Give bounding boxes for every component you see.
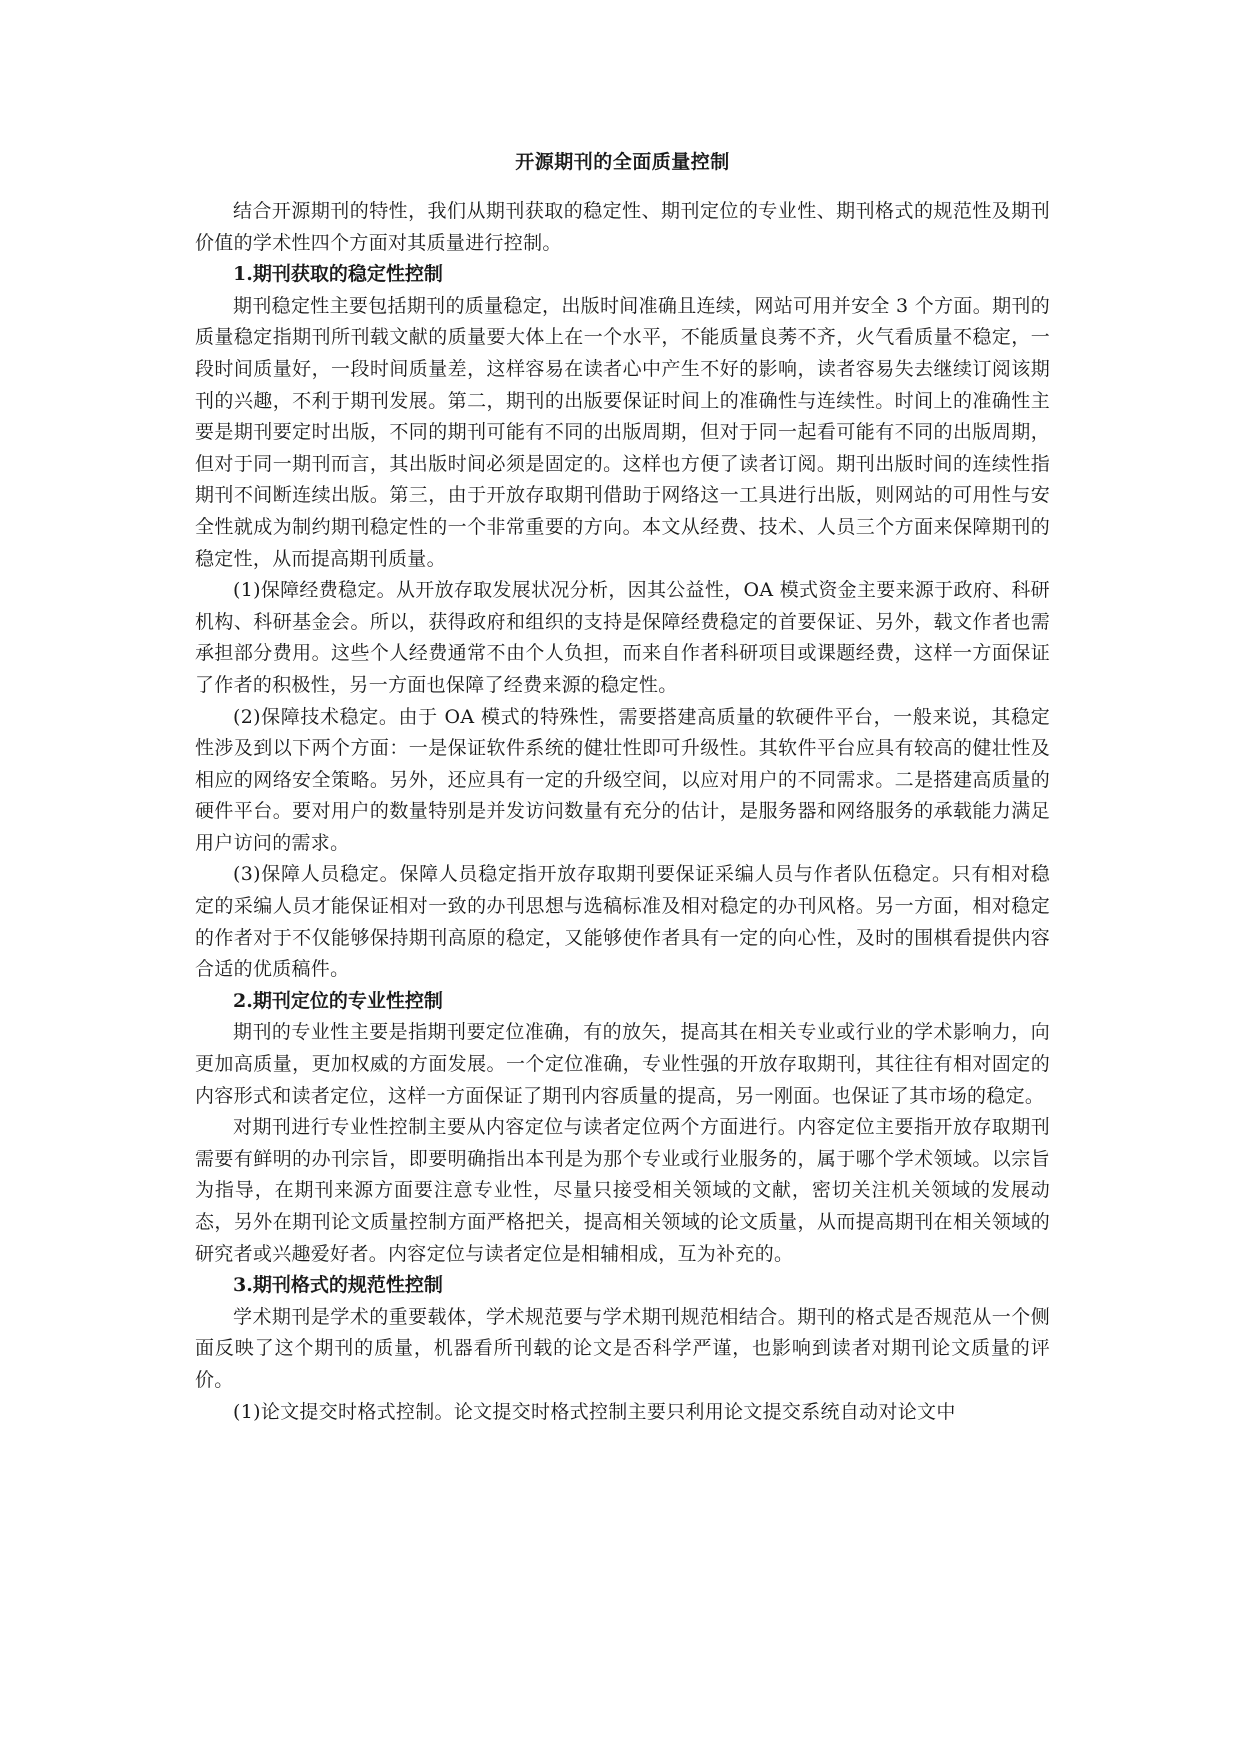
document-page <box>195 140 1050 1428</box>
intro-paragraph: 结合开源期刊的特性，我们从期刊获取的稳定性、期刊定位的专业性、期刊格式的规范性及期刊价值的学术性四个方面对其质量进行控制。 <box>195 200 1050 254</box>
document-title: 开源期刊的全面质量控制 <box>515 151 730 173</box>
section-heading-1: 1.期刊获取的稳定性控制 <box>233 263 443 286</box>
paragraph: (1)论文提交时格式控制。论文提交时格式控制主要只利用论文提交系统自动对论文中 <box>233 1400 956 1423</box>
paragraph: 学术期刊是学术的重要载体，学术规范要与学术期刊规范相结合。期刊的格式是否规范从一个侧面反映了这个期刊的质量，机器看所刊载的论文是否科学严谨，也影响到读者对期刊论文质量的评价。 <box>195 1305 1050 1391</box>
paragraph: (2)保障技术稳定。由于 OA 模式的特殊性，需要搭建高质量的软硬件平台，一般来说，其稳定性涉及到以下两个方面：一是保证软件系统的健壮性即可升级性。其软件平台应具有较高的健壮性及相应的网络安全策略。另外，还应具有一定的升级空间，以应对用户的不同需求。二是搭建高质量的硬件平台。要对用户的数量特别是并发访问数量有充分的估计，是服务器和网络服务的承载能力满足用户访问的需求。 <box>195 705 1050 854</box>
section-heading-3: 3.期刊格式的规范性控制 <box>233 1274 443 1297</box>
paragraph: (1)保障经费稳定。从开放存取发展状况分析，因其公益性，OA 模式资金主要来源于政府、科研机构、科研基金会。所以，获得政府和组织的支持是保障经费稳定的首要保证、另外，载文作者也需承担部分费用。这些个人经费通常不由个人负担，而来自作者科研项目或课题经费，这样一方面保证了作者的积极性，另一方面也保障了经费来源的稳定性。 <box>195 579 1050 696</box>
section-heading-2: 2.期刊定位的专业性控制 <box>233 989 443 1012</box>
paragraph: (3)保障人员稳定。保障人员稳定指开放存取期刊要保证采编人员与作者队伍稳定。只有相对稳定的采编人员才能保证相对一致的办刊思想与选稿标准及相对稳定的办刊风格。另一方面，相对稳定的作者对于不仅能够保持期刊高原的稳定，又能够使作者具有一定的向心性，及时的围棋看提供内容合适的优质稿件。 <box>195 863 1050 981</box>
paragraph: 对期刊进行专业性控制主要从内容定位与读者定位两个方面进行。内容定位主要指开放存取期刊需要有鲜明的办刊宗旨，即要明确指出本刊是为那个专业或行业服务的，属于哪个学术领域。以宗旨为指导，在期刊来源方面要注意专业性，尽量只接受相关领域的文献，密切关注机关领域的发展动态，另外在期刊论文质量控制方面严格把关，提高相关领域的论文质量，从而提高期刊在相关领域的研究者或兴趣爱好者。内容定位与读者定位是相辅相成，互为补充的。 <box>195 1116 1050 1265</box>
paragraph: 期刊稳定性主要包括期刊的质量稳定，出版时间准确且连续，网站可用并安全 3 个方面。期刊的质量稳定指期刊所刊载文献的质量要大体上在一个水平，不能质量良莠不齐，火气看质量不稳定，一段时间质量好，一段时间质量差，这样容易在读者心中产生不好的影响，读者容易失去继续订阅该期刊的兴趣，不利于期刊发展。第二，期刊的出版要保证时间上的准确性与连续性。时间上的准确性主要是期刊要定时出版，不同的期刊可能有不同的出版周期，但对于同一起看可能有不同的出版周期，但对于同一期刊而言，其出版时间必须是固定的。这样也方便了读者订阅。期刊出版时间的连续性指期刊不间断连续出版。第三，由于开放存取期刊借助于网络这一工具进行出版，则网站的可用性与安全性就成为制约期刊稳定性的一个非常重要的方向。本文从经费、技术、人员三个方面来保障期刊的稳定性，从而提高期刊质量。 <box>195 294 1050 570</box>
paragraph: 期刊的专业性主要是指期刊要定位准确，有的放矢，提高其在相关专业或行业的学术影响力，向更加高质量，更加权威的方面发展。一个定位准确，专业性强的开放存取期刊，其往往有相对固定的内容形式和读者定位，这样一方面保证了期刊内容质量的提高，另一刚面。也保证了其市场的稳定。 <box>195 1021 1050 1107</box>
